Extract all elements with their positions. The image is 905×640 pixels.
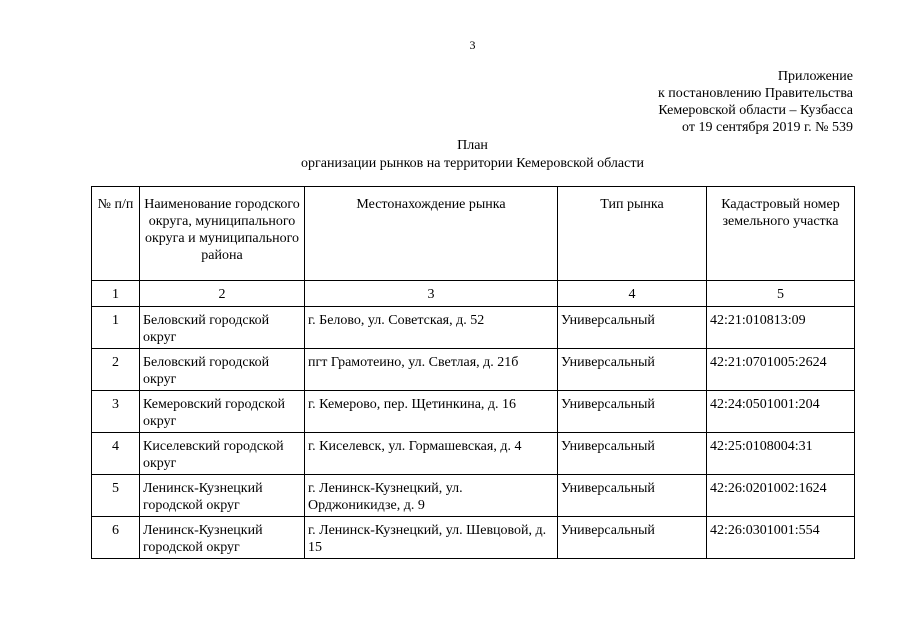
district-cell: Ленинск-Кузнецкий городской округ: [140, 475, 305, 517]
cadastral-cell: 42:26:0201002:1624: [707, 475, 855, 517]
table-row: [92, 433, 855, 475]
table-row: [92, 307, 855, 349]
market-type-cell: Универсальный: [558, 391, 707, 433]
appendix-line: Приложение: [777, 69, 853, 84]
market-type-cell: Универсальный: [558, 349, 707, 391]
row-number: 5: [92, 475, 140, 517]
location-cell: пгт Грамотеино, ул. Светлая, д. 21б: [305, 349, 558, 391]
district-cell: Беловский городской округ: [140, 349, 305, 391]
title-line: План: [457, 138, 488, 153]
market-type-cell: Универсальный: [558, 475, 707, 517]
location-cell: г. Киселевск, ул. Гормашевская, д. 4: [305, 433, 558, 475]
location-cell: г. Ленинск-Кузнецкий, ул. Шевцовой, д. 15: [305, 517, 558, 559]
row-number: 1: [92, 307, 140, 349]
table-row: [92, 475, 855, 517]
title-line: организации рынков на территории Кемеровской области: [301, 156, 644, 171]
market-type-cell: Универсальный: [558, 307, 707, 349]
column-number: 3: [305, 281, 558, 307]
document-title: [0, 137, 905, 173]
column-number: 4: [558, 281, 707, 307]
table-row: [92, 349, 855, 391]
district-cell: Беловский городской округ: [140, 307, 305, 349]
row-number: 3: [92, 391, 140, 433]
market-type-cell: Универсальный: [558, 517, 707, 559]
column-number-row: [92, 281, 855, 307]
cadastral-cell: 42:21:0701005:2624: [707, 349, 855, 391]
location-cell: г. Ленинск-Кузнецкий, ул. Орджоникидзе, д. 9: [305, 475, 558, 517]
header-row: [92, 187, 855, 281]
cadastral-cell: 42:25:0108004:31: [707, 433, 855, 475]
row-number: 2: [92, 349, 140, 391]
location-cell: г. Кемерово, пер. Щетинкина, д. 16: [305, 391, 558, 433]
header-cell-location: Местонахождение рынка: [305, 187, 558, 281]
header-cell-number: № п/п: [92, 187, 140, 281]
header-cell-type: Тип рынка: [558, 187, 707, 281]
header-cell-cadastral: Кадастровый номер земельного участка: [707, 187, 855, 281]
cadastral-cell: 42:26:0301001:554: [707, 517, 855, 559]
page-number: 3: [469, 38, 476, 52]
appendix-line: Кемеровской области – Кузбасса: [658, 103, 853, 118]
district-cell: Ленинск-Кузнецкий городской округ: [140, 517, 305, 559]
table-row: [92, 517, 855, 559]
appendix-header: [658, 68, 853, 136]
appendix-line: от 19 сентября 2019 г. № 539: [682, 120, 853, 135]
cadastral-cell: 42:24:0501001:204: [707, 391, 855, 433]
district-cell: Кемеровский городской округ: [140, 391, 305, 433]
location-cell: г. Белово, ул. Советская, д. 52: [305, 307, 558, 349]
header-cell-district: Наименование городского округа, муниципального округа и муниципального района: [140, 187, 305, 281]
column-number: 5: [707, 281, 855, 307]
table-row: [92, 391, 855, 433]
row-number: 4: [92, 433, 140, 475]
column-number: 1: [92, 281, 140, 307]
cadastral-cell: 42:21:010813:09: [707, 307, 855, 349]
column-number: 2: [140, 281, 305, 307]
row-number: 6: [92, 517, 140, 559]
markets-table: [91, 186, 855, 559]
market-type-cell: Универсальный: [558, 433, 707, 475]
district-cell: Киселевский городской округ: [140, 433, 305, 475]
appendix-line: к постановлению Правительства: [657, 86, 853, 101]
